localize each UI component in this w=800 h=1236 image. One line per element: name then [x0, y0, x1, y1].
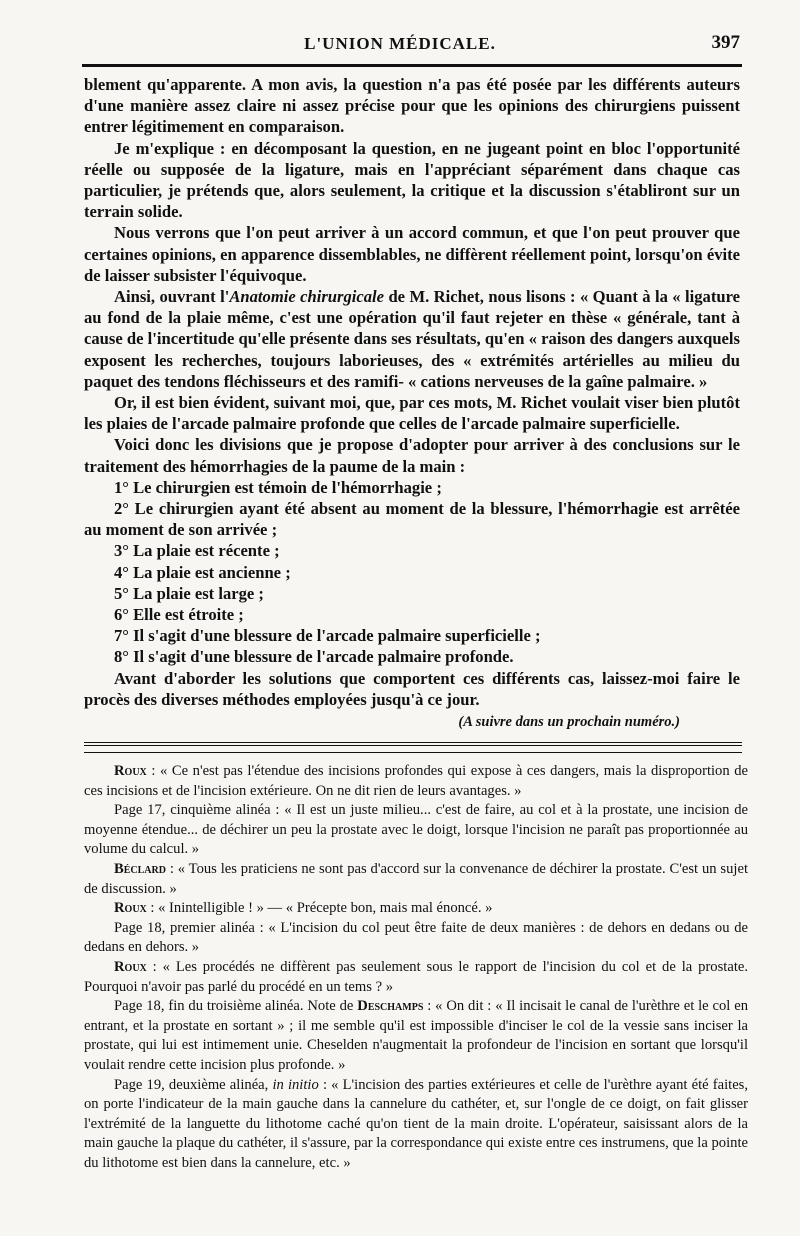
header-rule	[82, 64, 742, 67]
section-rule	[84, 752, 742, 753]
note: Page 18, premier alinéa : « L'incision du col peut être faite de deux manières : de dehors en dedans ou de dedans en dehors. »	[84, 919, 748, 956]
paragraph-text: de M. Richet, nous lisons : « Quant à la « ligature au fond de la plaie même, c'est une opération qu'il faut rejeter en thèse « générale, tant à cause de l'incertitude qu'elle présente dans ses résultats, qu'en « raison des dangers auxquels exposent les recherches, toujours laborieuses, des « extrémités artérielles au milieu du paquet des tendons fléchisseurs et des ramifi- « cations nerveuses de la gaîne palmaire. »	[84, 287, 741, 391]
section-double-rule	[84, 742, 742, 746]
note	[84, 1076, 748, 1174]
note-text: : « On dit : « Il incisait le canal de l'urèthre et le col en entrant, et la prostate en sortant » ; il me semble qu'il est impossible d'inciser le col de la vessie sans inciser la prostate, qui lui est intimement unie. Cheselden n'augmentait la profondeur de l'incision en sortant que lorsqu'il voulait rendre cette incision plus profonde. »	[84, 998, 748, 1073]
author-name: Deschamps	[357, 998, 424, 1015]
author-name: Roux	[114, 958, 147, 975]
paragraph-text: Ainsi, ouvrant l'	[114, 287, 230, 307]
author-name: Béclard	[114, 860, 166, 877]
note-text: : « Inintelligible ! » — « Précepte bon, mais mal énoncé. »	[146, 900, 493, 917]
list-item: 2° Le chirurgien ayant été absent au moment de la blessure, l'hémorrhagie est arrêtée au moment de son arrivée ;	[84, 499, 740, 540]
notes-section	[84, 762, 748, 1173]
note: Page 17, cinquième alinéa : « Il est un juste milieu... c'est de faire, au col et à la prostate, une incision de moyenne étendue... de déchirer un peu la prostate avec le doigt, lorsque l'incision ne paraît pas proportionnée au volume du calcul. »	[84, 802, 748, 858]
note-text: : « Tous les praticiens ne sont pas d'accord sur la convenance de déchirer la prostate. C'est un sujet de discussion. »	[84, 860, 748, 897]
note	[84, 958, 748, 997]
latin-phrase: in initio	[272, 1076, 319, 1093]
note-text: : « Les procédés ne diffèrent pas seulement sous le rapport de l'incision du col et de la prostate. Pourquoi n'avoir pas parlé du procédé en un tems ? »	[84, 958, 748, 995]
author-name: Roux	[114, 763, 147, 779]
note-text: : « L'incision des parties extérieures et celle de l'urèthre ayant été faites, on porte l'indicateur de la main gauche dans la cannelure du cathéter, et, sur l'ongle de ce doigt, on fait glisser l'extrémité de la languette du lithotome caché qu'on tient de la main droite. L'opérateur, saisissant alors de la main gauche la plaque du cathéter, il s'assure, par la correspondance qui existe entre ces instrumens, que la pointe du lithotome est bien dans la cannelure, etc. »	[84, 1076, 749, 1171]
list-item: 8° Il s'agit d'une blessure de l'arcade palmaire profonde.	[114, 647, 514, 667]
note-text: Page 18, fin du troisième alinéa. Note de	[114, 998, 358, 1015]
page-header	[60, 28, 740, 62]
list-item: 4° La plaie est ancienne ;	[114, 562, 291, 582]
list-item: 1° Le chirurgien est témoin de l'hémorrhagie ;	[114, 477, 442, 497]
author-name: Roux	[114, 900, 147, 917]
paragraph: Avant d'aborder les solutions que comportent ces différents cas, laissez-moi faire le procès des diverses méthodes employées jusqu'à ce jour.	[84, 668, 740, 709]
note-text: Page 19, deuxième alinéa,	[114, 1076, 273, 1093]
note-text: : « Ce n'est pas l'étendue des incisions profondes qui expose à ces dangers, mais la disproportion de ces incisions et de l'incision extérieure. On ne dit rien de leurs avantages. »	[84, 763, 748, 799]
paragraph	[84, 286, 740, 392]
list-item: 6° Elle est étroite ;	[114, 605, 244, 625]
paragraph: Voici donc les divisions que je propose d'adopter pour arriver à des conclusions sur le traitement des hémorrhagies de la paume de la main :	[84, 435, 740, 476]
divisions-list	[84, 477, 740, 668]
note	[84, 762, 748, 801]
note	[84, 860, 748, 899]
to-be-continued: (A suivre dans un prochain numéro.)	[458, 714, 680, 731]
paragraph: Je m'explique : en décomposant la question, en ne jugeant point en bloc l'opportunité réelle ou supposée de la ligature, mais en l'appréciant séparément dans chaque cas particulier, je prétends que, alors seulement, la critique et la discussion s'établiront sur un terrain solide.	[84, 138, 740, 222]
page-number: 397	[711, 32, 740, 53]
list-item: 5° La plaie est large ;	[114, 583, 264, 603]
book-title: Anatomie chirurgicale	[229, 287, 385, 307]
note	[84, 997, 748, 1075]
paragraph: blement qu'apparente. A mon avis, la question n'a pas été posée par les différents auteurs d'une manière assez claire ni assez précise pour que les opinions des chirurgiens puissent entrer légitimement en comparaison.	[84, 75, 740, 137]
paragraph: Or, il est bien évident, suivant moi, que, par ces mots, M. Richet voulait viser bien plutôt les plaies de l'arcade palmaire profonde que celles de l'arcade palmaire superficielle.	[84, 393, 740, 434]
list-item: 3° La plaie est récente ;	[114, 541, 280, 561]
running-title: L'UNION MÉDICALE.	[304, 34, 496, 53]
list-item: 7° Il s'agit d'une blessure de l'arcade palmaire superficielle ;	[114, 626, 541, 646]
paragraph: Nous verrons que l'on peut arriver à un accord commun, et que l'on peut prouver que certaines opinions, en apparence dissemblables, ne diffèrent réellement point, lorsqu'on évite de laisser subsister l'équivoque.	[84, 223, 740, 285]
note	[84, 899, 748, 919]
article-body	[84, 74, 740, 733]
